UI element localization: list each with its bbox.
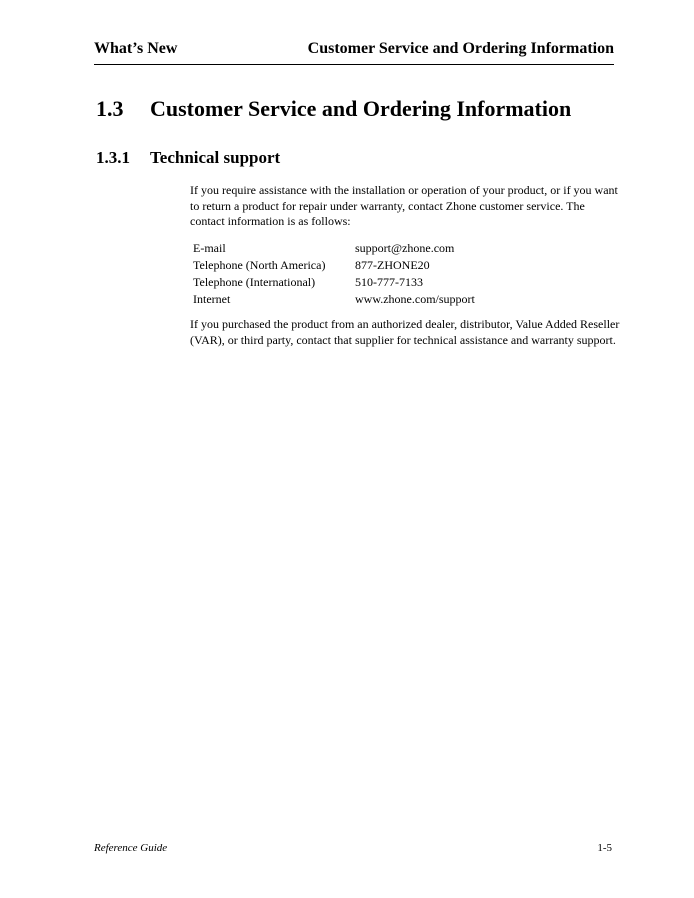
contact-label: E-mail (193, 241, 226, 255)
table-row (193, 292, 475, 309)
closing-paragraph: If you purchased the product from an authorized dealer, distributor, Value Added Reseller (VAR), or third party, contact that supplier for technical assistance and warranty support. (190, 317, 620, 347)
section-title: Customer Service and Ordering Information (150, 96, 572, 121)
contact-label: Internet (193, 292, 231, 306)
contact-table (193, 241, 475, 309)
table-row (193, 258, 475, 275)
section-heading (96, 96, 571, 122)
running-footer (94, 842, 612, 854)
running-header (94, 40, 614, 65)
header-chapter-title: What’s New (94, 40, 178, 57)
table-row (193, 275, 475, 292)
subsection-title: Technical support (150, 148, 281, 167)
header-section-title: Customer Service and Ordering Information (307, 40, 614, 57)
contact-value: 877-ZHONE20 (355, 258, 430, 272)
contact-value: support@zhone.com (355, 241, 455, 255)
table-row (193, 241, 475, 258)
contact-value: www.zhone.com/support (355, 292, 475, 306)
contact-label: Telephone (International) (193, 275, 316, 289)
contact-label: Telephone (North America) (193, 258, 326, 272)
section-number: 1.3 (96, 96, 124, 121)
intro-paragraph: If you require assistance with the installation or operation of your product, or if you want to return a product for repair under warranty, contact Zhone customer service. The contact information is as follows: (190, 183, 618, 228)
page-number: 1-5 (597, 842, 612, 854)
contact-value: 510-777-7133 (355, 275, 423, 289)
subsection-heading (96, 148, 280, 168)
footer-guide-title: Reference Guide (94, 842, 168, 854)
subsection-number: 1.3.1 (96, 148, 130, 167)
